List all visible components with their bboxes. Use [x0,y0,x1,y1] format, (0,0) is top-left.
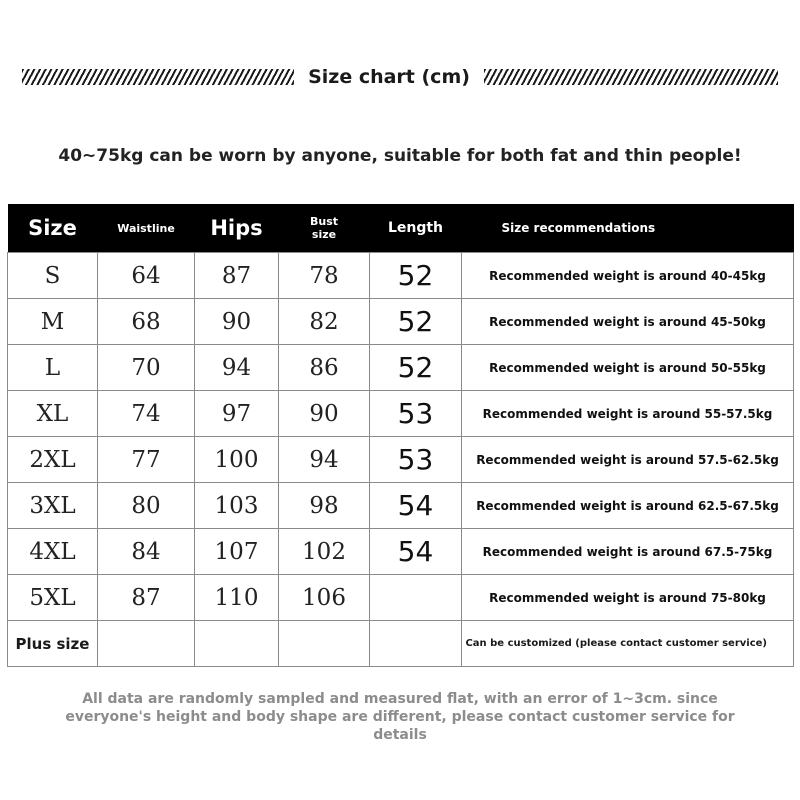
table-row [8,391,794,437]
table-header-row [8,204,794,253]
table-row [8,253,794,299]
header-size: Size [8,204,98,253]
cell-size: XL [8,391,98,437]
cell-hips: 87 [195,253,279,299]
cell-recommendation: Recommended weight is around 45-50kg [462,299,794,345]
cell-length: 52 [370,299,462,345]
header-waistline: Waistline [98,204,195,253]
cell-waistline: 84 [98,529,195,575]
cell-empty [98,621,195,667]
cell-bust: 94 [279,437,370,483]
cell-recommendation: Recommended weight is around 62.5-67.5kg [462,483,794,529]
cell-size: 2XL [8,437,98,483]
cell-bust: 106 [279,575,370,621]
table-row [8,299,794,345]
cell-waistline: 64 [98,253,195,299]
cell-waistline: 68 [98,299,195,345]
cell-waistline: 77 [98,437,195,483]
cell-empty [370,621,462,667]
cell-recommendation: Recommended weight is around 40-45kg [462,253,794,299]
cell-size: L [8,345,98,391]
cell-waistline: 80 [98,483,195,529]
cell-size: 4XL [8,529,98,575]
table-row [8,483,794,529]
cell-bust: 86 [279,345,370,391]
cell-length: 54 [370,529,462,575]
cell-hips: 100 [195,437,279,483]
table-row-plus-size [8,621,794,667]
cell-length: 53 [370,391,462,437]
table-row [8,345,794,391]
cell-custom-note: Can be customized (please contact customer service) [462,621,794,667]
page-title: Size chart (cm) [308,66,470,88]
page-subtitle: 40~75kg can be worn by anyone, suitable for both fat and thin people! [58,146,742,166]
cell-size: S [8,253,98,299]
cell-hips: 110 [195,575,279,621]
cell-bust: 90 [279,391,370,437]
cell-recommendation: Recommended weight is around 75-80kg [462,575,794,621]
cell-recommendation: Recommended weight is around 50-55kg [462,345,794,391]
cell-recommendation: Recommended weight is around 67.5-75kg [462,529,794,575]
header-size-recommendations: Size recommendations [462,204,794,253]
table-row [8,529,794,575]
cell-hips: 94 [195,345,279,391]
cell-bust: 98 [279,483,370,529]
cell-hips: 107 [195,529,279,575]
cell-hips: 97 [195,391,279,437]
header-hips: Hips [195,204,279,253]
cell-size: M [8,299,98,345]
cell-size: 5XL [8,575,98,621]
cell-empty [195,621,279,667]
cell-size-plus: Plus size [8,621,98,667]
cell-length: 52 [370,345,462,391]
cell-waistline: 70 [98,345,195,391]
header-length: Length [370,204,462,253]
cell-hips: 90 [195,299,279,345]
cell-bust: 102 [279,529,370,575]
cell-size: 3XL [8,483,98,529]
cell-waistline: 87 [98,575,195,621]
cell-empty [279,621,370,667]
cell-length: 54 [370,483,462,529]
header-bust-size: Bust size [279,204,370,253]
cell-hips: 103 [195,483,279,529]
cell-length: 52 [370,253,462,299]
cell-bust: 82 [279,299,370,345]
cell-recommendation: Recommended weight is around 57.5-62.5kg [462,437,794,483]
cell-length [370,575,462,621]
size-chart-table [7,204,794,667]
cell-length: 53 [370,437,462,483]
title-hatch-left [22,69,294,85]
footnote: All data are randomly sampled and measured flat, with an error of 1~3cm. since everyone's height and body shape are different, please contact customer service for details [65,691,735,743]
title-bar [22,62,778,92]
cell-recommendation: Recommended weight is around 55-57.5kg [462,391,794,437]
cell-bust: 78 [279,253,370,299]
cell-waistline: 74 [98,391,195,437]
table-row [8,437,794,483]
title-hatch-right [484,69,778,85]
table-row [8,575,794,621]
